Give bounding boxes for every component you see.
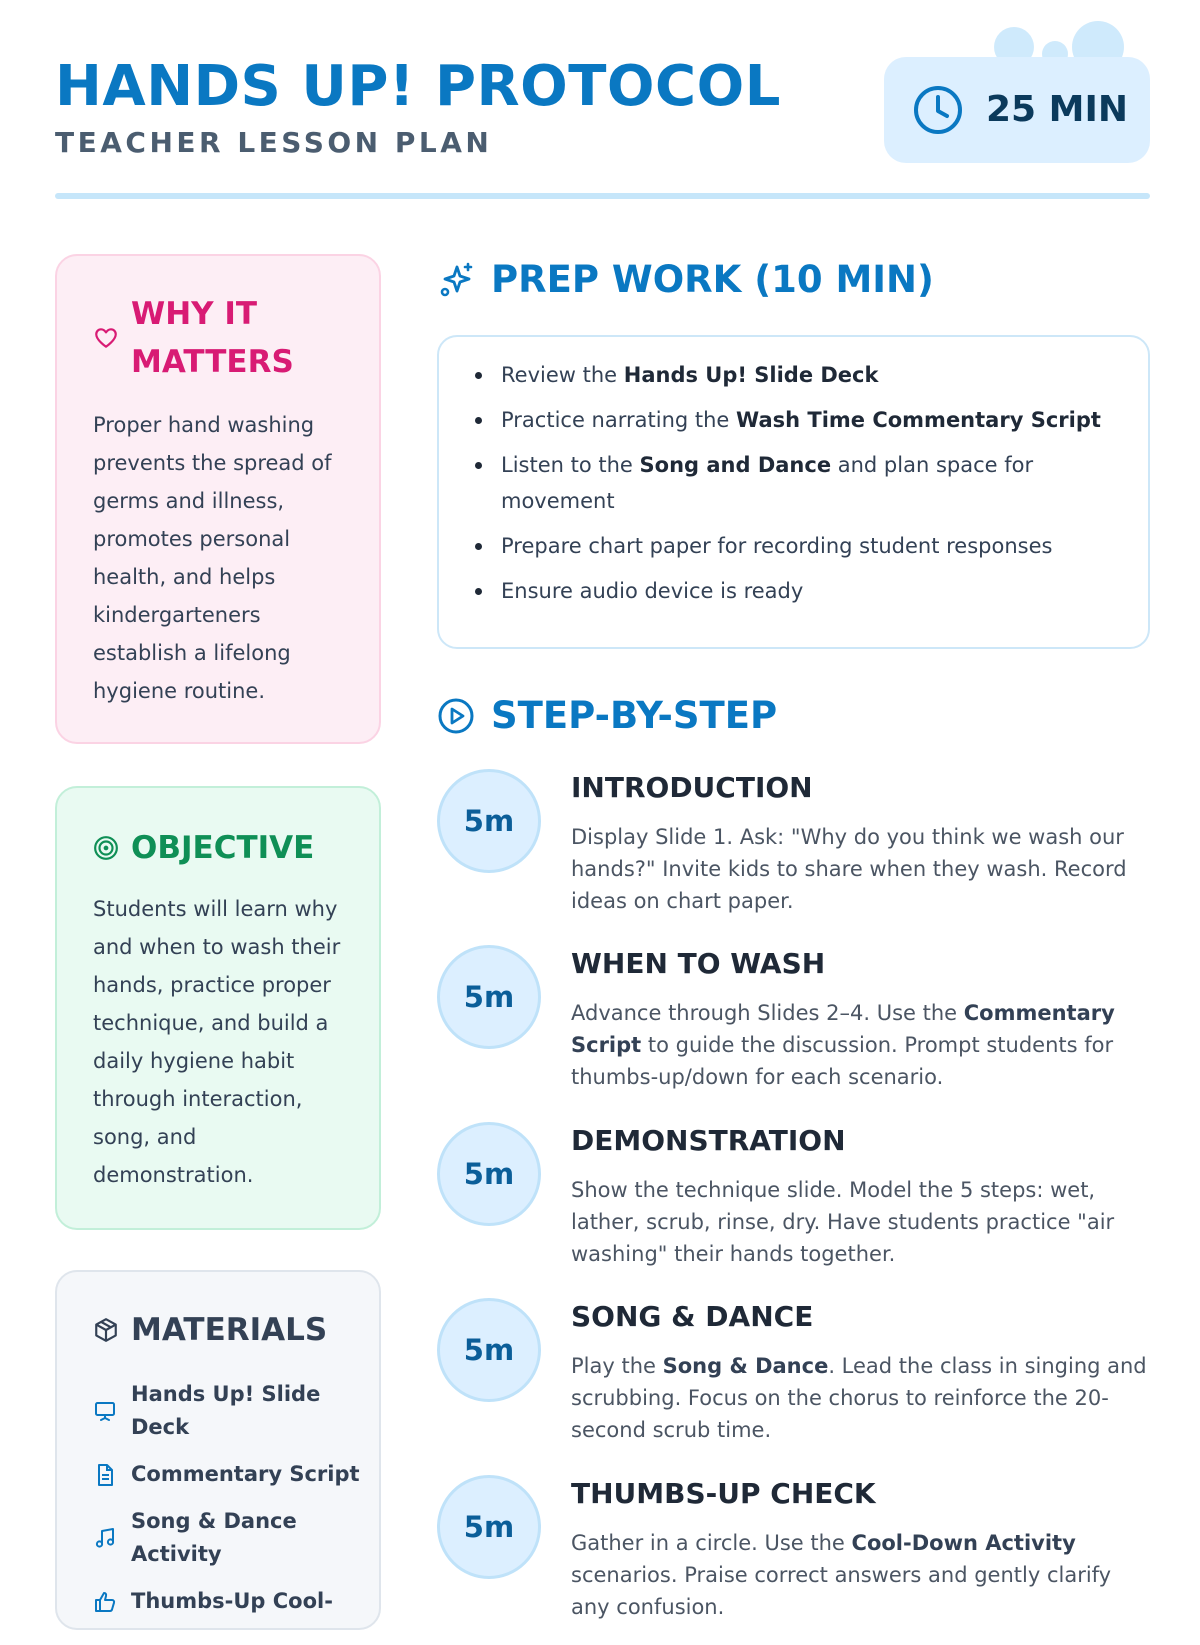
page-header [55,0,1150,202]
materials-item [93,1458,363,1491]
duration-text: 25 MIN [986,89,1128,130]
materials-item-label: Thumbs-Up Cool- [131,1589,333,1613]
step-title: DEMONSTRATION [571,1124,846,1157]
step-time-badge: 5m [437,769,541,873]
step-description: Play the Song & Dance. Lead the class in singing and scrubbing. Focus on the chorus to reinforce the 20-second scrub time. [571,1354,1147,1442]
play-circle-icon [437,697,475,735]
prep-item: Practice narrating the Wash Time Commentary Script [473,402,1133,438]
prep-item: Prepare chart paper for recording student responses [473,528,1133,564]
materials-card [55,1270,381,1630]
step-item [437,1298,1150,1468]
duration-badge [884,57,1150,163]
step-by-step-heading [437,694,777,737]
sparkles-icon [437,261,475,299]
prep-work-title: PREP WORK (10 MIN) [491,258,934,301]
step-title: SONG & DANCE [571,1300,814,1333]
step-description: Display Slide 1. Ask: "Why do you think we wash our hands?" Invite kids to share when they wash. Record ideas on chart paper. [571,825,1127,913]
materials-list [93,1378,363,1632]
step-time-badge: 5m [437,1122,541,1226]
prep-item: Review the Hands Up! Slide Deck [473,357,1133,393]
step-title: THUMBS-UP CHECK [571,1477,876,1510]
objective-heading [93,824,314,872]
step-description: Show the technique slide. Model the 5 steps: wet, lather, scrub, rinse, dry. Have students practice "air washing" their hands together. [571,1178,1115,1266]
step-item [437,945,1150,1115]
document-icon [93,1463,117,1487]
materials-item [93,1585,363,1618]
step-time-badge: 5m [437,945,541,1049]
presentation-icon [93,1399,117,1423]
why-heading [93,290,331,386]
step-item [437,769,1150,939]
header-divider [55,193,1150,199]
package-icon [93,1317,119,1343]
why-title: WHY IT MATTERS [131,296,294,380]
step-description: Advance through Slides 2–4. Use the Commentary Script to guide the discussion. Prompt students for thumbs-up/down for each scenario. [571,1001,1115,1089]
materials-title: MATERIALS [131,1312,328,1348]
step-title: WHEN TO WASH [571,947,826,980]
why-it-matters-card [55,254,381,744]
step-time-badge: 5m [437,1475,541,1579]
page-subtitle: TEACHER LESSON PLAN [55,126,493,159]
step-item [437,1475,1150,1645]
objective-card [55,786,381,1230]
step-by-step-title: STEP-BY-STEP [491,694,778,737]
step-item [437,1122,1150,1292]
materials-item-label: Commentary Script [131,1462,360,1486]
why-body: Proper hand washing prevents the spread of germs and illness, promotes personal health, and helps kindergarteners establish a lifelong hygiene routine. [93,413,332,703]
materials-item-label: Song & Dance Activity [131,1509,297,1566]
prep-work-list [473,357,1133,618]
objective-title: OBJECTIVE [131,830,315,866]
materials-item-label: Hands Up! Slide Deck [131,1382,321,1439]
step-description: Gather in a circle. Use the Cool-Down Activity scenarios. Praise correct answers and gently clarify any confusion. [571,1531,1112,1619]
heart-icon [93,325,119,351]
prep-item: Ensure audio device is ready [473,573,1133,609]
step-title: INTRODUCTION [571,771,813,804]
materials-heading [93,1306,327,1354]
prep-work-box [437,335,1150,649]
music-note-icon [93,1526,117,1550]
prep-work-heading [437,258,934,301]
materials-item [93,1378,363,1444]
clock-icon [912,84,964,136]
materials-item [93,1505,363,1571]
objective-body: Students will learn why and when to wash their hands, practice proper technique, and build a daily hygiene habit through interaction, song, and demonstration. [93,897,341,1187]
thumbs-up-icon [93,1590,117,1614]
page-title: HANDS UP! PROTOCOL [55,54,781,119]
target-icon [93,835,119,861]
prep-item: Listen to the Song and Dance and plan space for movement [473,447,1133,519]
step-time-badge: 5m [437,1298,541,1402]
